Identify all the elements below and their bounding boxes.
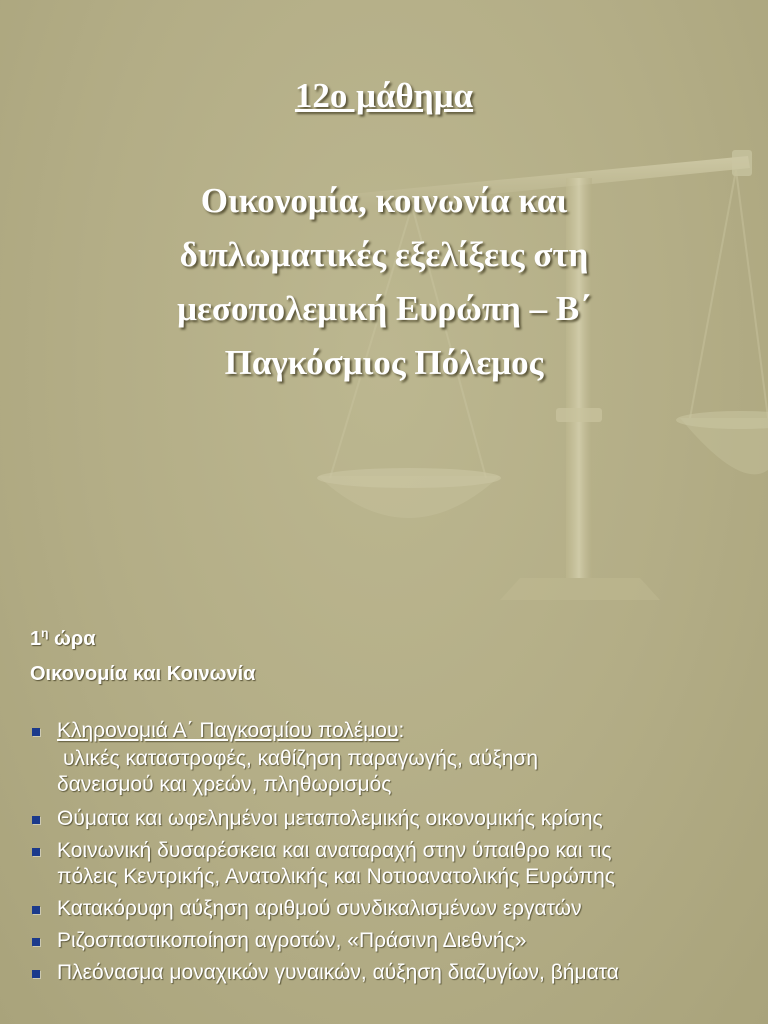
bullet-suffix: : bbox=[398, 719, 405, 742]
bullet-text-line: υλικές καταστροφές, καθίζηση παραγωγής, αύξηση bbox=[63, 747, 539, 770]
list-item bbox=[26, 960, 766, 986]
slide-title bbox=[0, 174, 768, 390]
hour-heading bbox=[30, 626, 96, 651]
bullet-text-line: Κοινωνική δυσαρέσκεια και αναταραχή στην ύπαιθρο και τις bbox=[57, 839, 612, 862]
list-item bbox=[26, 718, 766, 744]
title-line: Οικονομία, κοινωνία και bbox=[200, 181, 568, 220]
list-item bbox=[26, 838, 766, 890]
list-item-continuation bbox=[26, 746, 766, 798]
bullet-text: Κληρονομιά Α΄ Παγκοσμίου πολέμου bbox=[57, 719, 399, 742]
hour-word: ώρα bbox=[54, 628, 96, 650]
title-line: διπλωματικές εξελίξεις στη bbox=[179, 235, 589, 274]
square-bullet-icon bbox=[32, 906, 40, 914]
hour-number: 1 bbox=[30, 628, 42, 650]
bullet-text-line: πόλεις Κεντρικής, Ανατολικής και Νοτιοανατολικής Ευρώπης bbox=[57, 865, 615, 888]
square-bullet-icon bbox=[32, 938, 40, 946]
bullet-text: Ριζοσπαστικοποίηση αγροτών, «Πράσινη Διεθνής» bbox=[57, 929, 527, 952]
section-topic: Οικονομία και Κοινωνία bbox=[30, 663, 256, 685]
hour-ordinal: η bbox=[41, 626, 49, 640]
bullet-text-line: δανεισμού και χρεών, πληθωρισμός bbox=[57, 773, 392, 796]
list-item bbox=[26, 928, 766, 954]
title-line: Παγκόσμιος Πόλεμος bbox=[224, 343, 544, 382]
square-bullet-icon bbox=[32, 728, 40, 736]
bullet-text: Πλεόνασμα μοναχικών γυναικών, αύξηση διαζυγίων, βήματα bbox=[57, 961, 619, 984]
bullet-text: Κατακόρυφη αύξηση αριθμού συνδικαλισμένων εργατών bbox=[57, 897, 582, 920]
list-item bbox=[26, 896, 766, 922]
lesson-number: 12ο μάθημα bbox=[294, 76, 474, 115]
square-bullet-icon bbox=[32, 816, 40, 824]
square-bullet-icon bbox=[32, 970, 40, 978]
list-item bbox=[26, 806, 766, 832]
bullet-list bbox=[26, 718, 766, 992]
square-bullet-icon bbox=[32, 848, 40, 856]
bullet-text: Θύματα και ωφελημένοι μεταπολεμικής οικονομικής κρίσης bbox=[57, 807, 603, 830]
title-line: μεσοπολεμική Ευρώπη – Β΄ bbox=[177, 289, 591, 328]
